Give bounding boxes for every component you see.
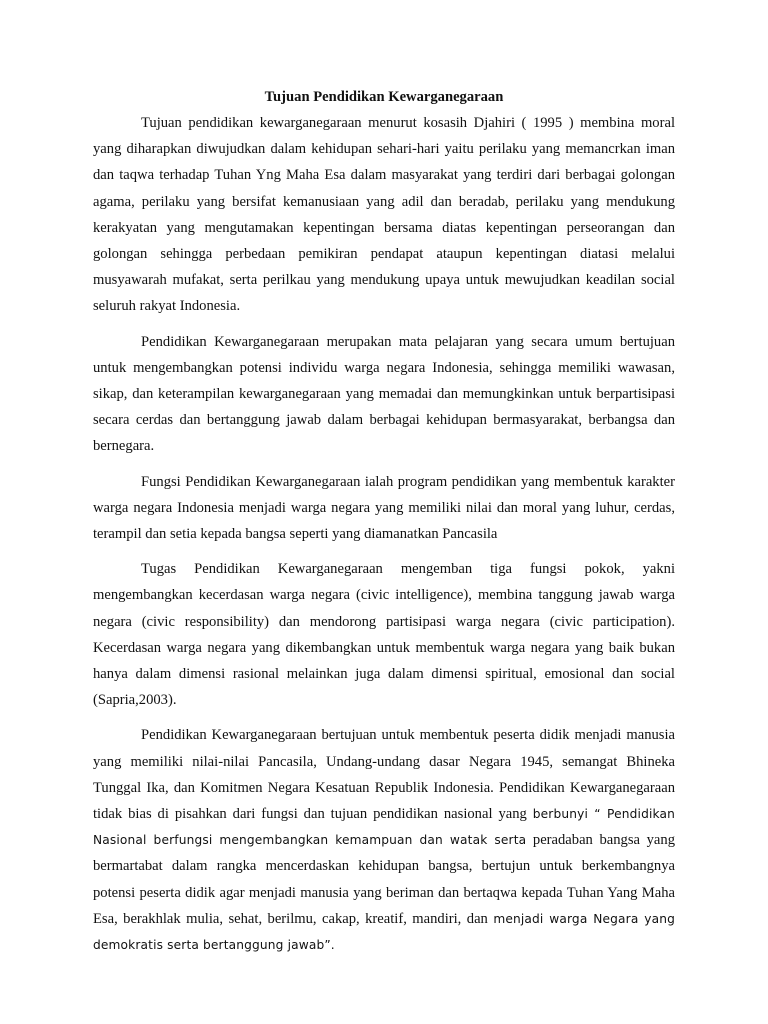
paragraph-5-part-1: Pendidikan Kewarganegaraan bertujuan untuk membentuk peserta didik menjadi manusia yang memiliki nilai-nilai Pancasila, Undang-undang dasar Negara 1945, semangat Bhineka Tunggal Ika, dan Komitmen Negara Kesatuan Republik Indonesia. Pendidikan Kewarganegaraan tidak bias di pisahkan dari fungsi dan tujuan pendidikan nasional yang — [93, 727, 675, 823]
paragraph-1: Tujuan pendidikan kewarganegaraan menurut kosasih Djahiri ( 1995 ) membina moral yang diharapkan diwujudkan dalam kehidupan sehari-hari yaitu perilaku yang memancrkan iman dan taqwa terhadap Tuhan Yng Maha Esa dalam masyarakat yang terdiri dari berbagai golongan agama, perilaku yang bersifat kemanusiaan yang adil dan beradab, perilaku yang mendukung kerakyatan yang mengutamakan kepentingan bersama diatas kepentingan perseorangan dan golongan sehingga perbedaan pemikiran pendapat ataupun kepentingan diatasi melalui musyawarah mufakat, serta perilkau yang mendukung upaya untuk mewujudkan keadilan social seluruh rakyat Indonesia. — [93, 115, 675, 315]
document-page — [93, 84, 675, 958]
paragraph-3: Fungsi Pendidikan Kewarganegaraan ialah program pendidikan yang membentuk karakter warga negara Indonesia menjadi warga negara yang memiliki nilai dan moral yang luhur, cerdas, terampil dan setia kepada bangsa seperti yang diamanatkan Pancasila — [93, 473, 675, 543]
paragraph-5-part-2: berbunyi “ Pendidikan Nasional berfungsi mengembangkan kemampuan dan watak serta — [93, 807, 675, 848]
paragraph-5-part-3: peradaban bangsa yang bermartabat dalam rangka mencerdaskan kehidupan bangsa, bertujun untuk berkembangnya potensi peserta didik agar menjadi manusia yang beriman dan bertaqwa kepada Tuhan Yang Maha Esa, berakhlak mulia, sehat, berilmu, cakap, kreatif, mandiri, dan — [93, 832, 675, 927]
paragraph-2: Pendidikan Kewarganegaraan merupakan mata pelajaran yang secara umum bertujuan untuk mengembangkan potensi individu warga negara Indonesia, sehingga memiliki wawasan, sikap, dan keterampilan kewarganegaraan yang memadai dan memungkinkan untuk berpartisipasi secara cerdas dan bertanggung jawab dalam berbagai kehidupan bermasyarakat, berbangsa dan bernegara. — [93, 333, 675, 455]
paragraph-4: Tugas Pendidikan Kewarganegaraan mengemban tiga fungsi pokok, yakni mengembangkan kecerdasan warga negara (civic intelligence), membina tanggung jawab warga negara (civic responsibility) dan mendorong partisipasi warga negara (civic participation). Kecerdasan warga negara yang dikembangkan untuk membentuk warga negara yang baik bukan hanya dalam dimensi rasional melainkan juga dalam dimensi spiritual, emosional dan social (Sapria,2003). — [93, 561, 675, 709]
document-title: Tujuan Pendidikan Kewarganegaraan — [264, 89, 504, 105]
paragraph-5 — [93, 722, 675, 958]
paragraph-5-part-4: menjadi warga Negara yang demokratis serta bertanggung jawab”. — [93, 911, 676, 953]
